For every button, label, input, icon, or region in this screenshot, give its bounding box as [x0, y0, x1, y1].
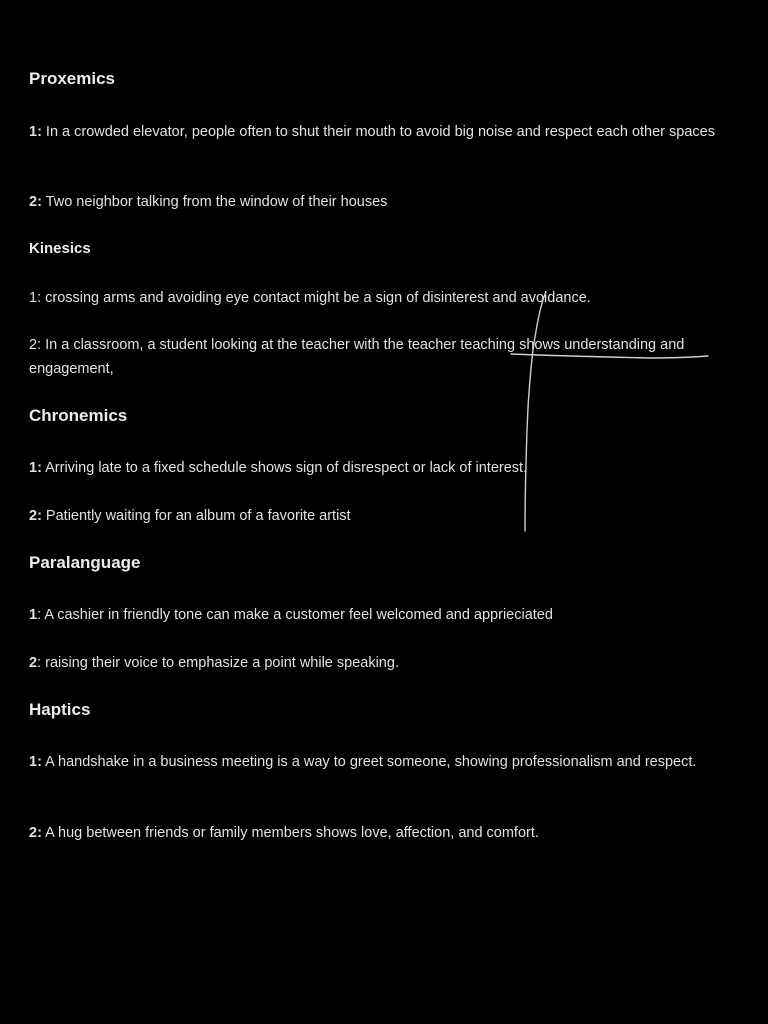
example-number: 1: — [29, 124, 42, 140]
example-number: 2: — [29, 825, 42, 841]
example-number: 2: — [29, 337, 42, 353]
example-text: : A cashier in friendly tone can make a customer feel welcomed and apprieciated — [37, 607, 553, 623]
section-heading-haptics: Haptics — [29, 700, 91, 719]
example-text: A hug between friends or family members shows love, affection, and comfort. — [41, 825, 539, 841]
example-text: : raising their voice to emphasize a point while speaking. — [37, 655, 399, 671]
kinesics-example-1[interactable] — [29, 286, 741, 310]
example-text: Two neighbor talking from the window of their houses — [41, 194, 388, 210]
example-number: 2 — [29, 655, 38, 671]
kinesics-example-2[interactable] — [29, 333, 741, 381]
section-heading-kinesics: Kinesics — [29, 240, 91, 257]
section-heading-proxemics: Proxemics — [29, 69, 115, 88]
paralanguage-example-2[interactable] — [29, 651, 741, 675]
haptics-example-2[interactable] — [29, 821, 741, 845]
example-text: crossing arms and avoiding eye contact might be a sign of disinterest and avoidance. — [41, 290, 591, 306]
paralanguage-example-1[interactable] — [29, 603, 741, 627]
ink-stroke-vertical[interactable] — [525, 292, 546, 531]
proxemics-example-1[interactable] — [29, 120, 741, 144]
chronemics-example-2[interactable] — [29, 504, 741, 528]
example-text: In a classroom, a student looking at the teacher with the teacher teaching shows understanding and engagement, — [29, 337, 685, 377]
example-text: A handshake in a business meeting is a way to greet someone, showing professionalism and respect. — [41, 754, 697, 770]
proxemics-example-2[interactable] — [29, 190, 741, 214]
example-text: In a crowded elevator, people often to shut their mouth to avoid big noise and respect each other spaces — [41, 124, 715, 140]
example-number: 1: — [29, 754, 42, 770]
haptics-example-1[interactable] — [29, 750, 741, 774]
example-number: 1: — [29, 290, 42, 306]
example-number: 2: — [29, 508, 42, 524]
example-number: 1 — [29, 607, 38, 623]
section-heading-paralanguage: Paralanguage — [29, 553, 141, 572]
chronemics-example-1[interactable] — [29, 456, 741, 480]
example-text: Arriving late to a fixed schedule shows sign of disrespect or lack of interest. — [41, 460, 528, 476]
example-number: 2: — [29, 194, 42, 210]
example-number: 1: — [29, 460, 42, 476]
section-heading-chronemics: Chronemics — [29, 406, 128, 425]
example-text: Patiently waiting for an album of a favorite artist — [41, 508, 351, 524]
